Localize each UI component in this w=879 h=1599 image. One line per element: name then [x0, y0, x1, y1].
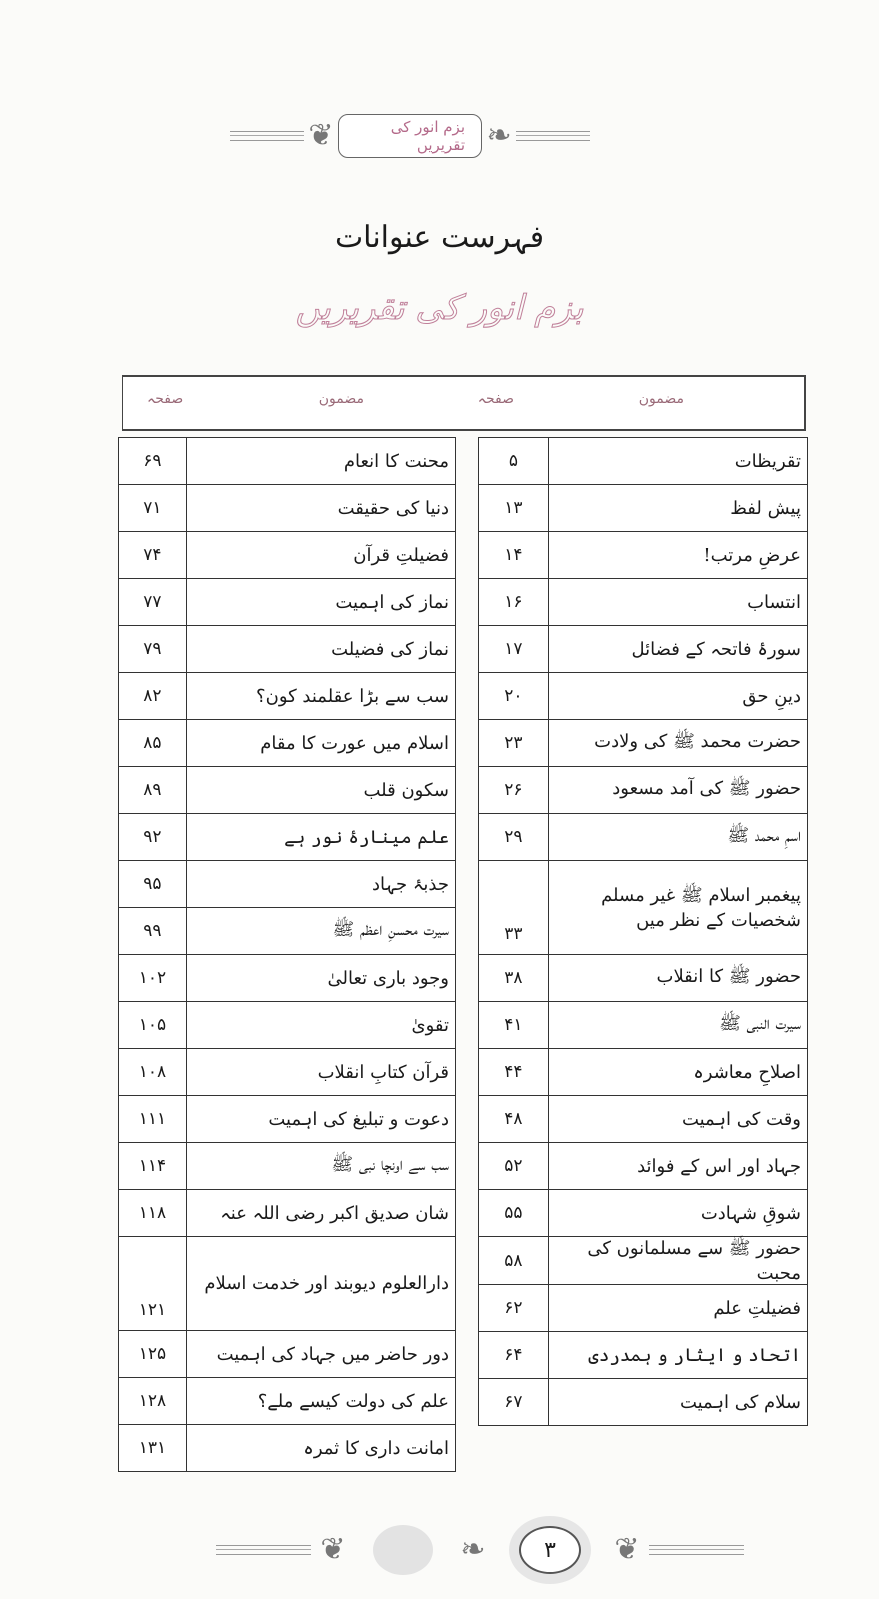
table-row — [479, 861, 808, 955]
entry-title: جذبۂ جہاد — [186, 861, 455, 908]
entry-title: سیرت محسنِ اعظم ﷺ — [186, 908, 455, 955]
table-row — [479, 485, 808, 532]
table-row — [119, 1237, 456, 1331]
entry-title: محنت کا انعام — [186, 438, 455, 485]
entry-title: علم مینارۂ نور ہے — [186, 814, 455, 861]
entry-page-number: ۱۱۴ — [119, 1143, 187, 1190]
entry-title: سکون قلب — [186, 767, 455, 814]
entry-page-number: ۶۲ — [479, 1285, 549, 1332]
entry-title: قرآن کتابِ انقلاب — [186, 1049, 455, 1096]
header-ornament — [230, 108, 590, 164]
table-row — [479, 1285, 808, 1332]
table-row — [479, 1049, 808, 1096]
table-row — [479, 767, 808, 814]
entry-title: سلام کی اہمیت — [548, 1379, 807, 1426]
entry-title: انتساب — [548, 579, 807, 626]
entry-title: علم کی دولت کیسے ملے؟ — [186, 1378, 455, 1425]
entry-page-number: ۱۳۱ — [119, 1425, 187, 1472]
entry-title: وقت کی اہمیت — [548, 1096, 807, 1143]
entry-page-number: ۴۱ — [479, 1002, 549, 1049]
entry-title: حضور ﷺ کی آمد مسعود — [548, 767, 807, 814]
header-right-page: صفحہ — [477, 391, 514, 407]
entry-title: سیرت النبی ﷺ — [548, 1002, 807, 1049]
header-right-subject: مضمون — [638, 391, 684, 407]
scroll-flourish-icon: ❦ — [320, 1532, 346, 1567]
entry-page-number: ۱۶ — [479, 579, 549, 626]
table-row — [119, 861, 456, 908]
header-left-page: صفحہ — [147, 391, 184, 407]
table-row — [119, 1378, 456, 1425]
entry-page-number: ۷۹ — [119, 626, 187, 673]
contents-table-right — [478, 437, 808, 1426]
entry-title: امانت داری کا ثمرہ — [186, 1425, 455, 1472]
entry-title: سب سے بڑا عقلمند کون؟ — [186, 673, 455, 720]
entry-title: دور حاضر میں جہاد کی اہمیت — [186, 1331, 455, 1378]
entry-page-number: ۸۲ — [119, 673, 187, 720]
entry-title: حضرت محمد ﷺ کی ولادت — [548, 720, 807, 767]
entry-page-number: ۱۲۱ — [119, 1237, 187, 1331]
table-row — [479, 1379, 808, 1426]
scroll-flourish-icon: ❧ — [486, 118, 512, 153]
ornament-rule-left — [216, 1545, 311, 1555]
table-row — [479, 1096, 808, 1143]
entry-page-number: ۱۱۸ — [119, 1190, 187, 1237]
entry-title: پیغمبر اسلام ﷺ غیر مسلم شخصیات کے نظر میں — [548, 861, 807, 955]
table-row — [119, 673, 456, 720]
entry-title: سب سے اونچا نبی ﷺ — [186, 1143, 455, 1190]
entry-title: دینِ حق — [548, 673, 807, 720]
entry-page-number: ۱۱۱ — [119, 1096, 187, 1143]
table-row — [479, 1190, 808, 1237]
entry-title: تقریظات — [548, 438, 807, 485]
ornament-rule-left — [230, 131, 304, 141]
table-row — [479, 1143, 808, 1190]
entry-page-number: ۱۴ — [479, 532, 549, 579]
entry-page-number: ۲۳ — [479, 720, 549, 767]
table-row — [119, 1002, 456, 1049]
entry-page-number: ۲۹ — [479, 814, 549, 861]
entry-page-number: ۱۳ — [479, 485, 549, 532]
entry-page-number: ۵۵ — [479, 1190, 549, 1237]
page-number: ۳ — [519, 1526, 581, 1574]
table-row — [119, 814, 456, 861]
book-subtitle: بزم انور کی تقریریں — [295, 288, 584, 328]
entry-page-number: ۱۲۸ — [119, 1378, 187, 1425]
ornament-rule-right — [516, 131, 590, 141]
table-row — [119, 1190, 456, 1237]
table-row — [479, 626, 808, 673]
entry-title: جہاد اور اس کے فوائد — [548, 1143, 807, 1190]
entry-title: فضیلتِ علم — [548, 1285, 807, 1332]
entry-title: حضور ﷺ سے مسلمانوں کی محبت — [548, 1237, 807, 1285]
entry-page-number: ۵۸ — [479, 1237, 549, 1285]
entry-page-number: ۶۹ — [119, 438, 187, 485]
entry-page-number: ۱۷ — [479, 626, 549, 673]
scroll-flourish-icon: ❦ — [614, 1532, 640, 1567]
entry-page-number: ۹۹ — [119, 908, 187, 955]
entry-title: نماز کی اہمیت — [186, 579, 455, 626]
table-row — [119, 955, 456, 1002]
entry-page-number: ۷۱ — [119, 485, 187, 532]
entry-page-number: ۹۲ — [119, 814, 187, 861]
table-row — [479, 1002, 808, 1049]
entry-page-number: ۶۷ — [479, 1379, 549, 1426]
entry-title: اصلاحِ معاشرہ — [548, 1049, 807, 1096]
table-row — [479, 720, 808, 767]
entry-page-number: ۸۵ — [119, 720, 187, 767]
entry-page-number: ۹۵ — [119, 861, 187, 908]
table-row — [119, 579, 456, 626]
table-row — [119, 1096, 456, 1143]
footer-ornament — [200, 1515, 760, 1585]
table-row — [479, 532, 808, 579]
table-row — [479, 955, 808, 1002]
contents-table-left — [118, 437, 456, 1472]
entry-page-number: ۱۰۸ — [119, 1049, 187, 1096]
scroll-flourish-icon: ❦ — [308, 118, 334, 153]
entry-title: شان صدیق اکبر رضی اللہ عنہ — [186, 1190, 455, 1237]
entry-page-number: ۱۲۵ — [119, 1331, 187, 1378]
entry-title: تقویٰ — [186, 1002, 455, 1049]
table-row — [119, 720, 456, 767]
entry-title: دنیا کی حقیقت — [186, 485, 455, 532]
table-row — [119, 1425, 456, 1472]
footer-emblem — [373, 1525, 433, 1575]
entry-title: دارالعلوم دیوبند اور خدمت اسلام — [186, 1237, 455, 1331]
table-row — [119, 485, 456, 532]
entry-page-number: ۶۴ — [479, 1332, 549, 1379]
entry-page-number: ۸۹ — [119, 767, 187, 814]
entry-page-number: ۵ — [479, 438, 549, 485]
entry-page-number: ۱۰۵ — [119, 1002, 187, 1049]
entry-title: پیش لفظ — [548, 485, 807, 532]
entry-title: اسمِ محمد ﷺ — [548, 814, 807, 861]
table-row — [479, 1332, 808, 1379]
table-row — [479, 814, 808, 861]
running-title: بزم انور کی تقریریں — [338, 114, 482, 158]
entry-title: شوقِ شہادت — [548, 1190, 807, 1237]
entry-title: حضور ﷺ کا انقلاب — [548, 955, 807, 1002]
table-row — [119, 532, 456, 579]
table-row — [119, 767, 456, 814]
table-row — [479, 1237, 808, 1285]
page-title: فہرست عنوانات — [334, 220, 545, 255]
table-row — [479, 579, 808, 626]
entry-page-number: ۵۲ — [479, 1143, 549, 1190]
table-header — [122, 375, 806, 431]
entry-page-number: ۷۷ — [119, 579, 187, 626]
ornament-rule-right — [649, 1545, 744, 1555]
entry-title: سورۂ فاتحہ کے فضائل — [548, 626, 807, 673]
table-row — [119, 1049, 456, 1096]
table-row — [479, 438, 808, 485]
entry-page-number: ۱۰۲ — [119, 955, 187, 1002]
entry-page-number: ۴۴ — [479, 1049, 549, 1096]
entry-page-number: ۳۸ — [479, 955, 549, 1002]
entry-title: دعوت و تبلیغ کی اہمیت — [186, 1096, 455, 1143]
entry-title: اتحاد و ایثار و ہمدردی — [548, 1332, 807, 1379]
entry-title: فضیلتِ قرآن — [186, 532, 455, 579]
entry-page-number: ۴۸ — [479, 1096, 549, 1143]
table-row — [119, 908, 456, 955]
header-left-subject: مضمون — [318, 391, 364, 407]
entry-title: وجود باری تعالیٰ — [186, 955, 455, 1002]
scroll-flourish-icon: ❧ — [460, 1532, 486, 1567]
entry-page-number: ۷۴ — [119, 532, 187, 579]
entry-page-number: ۲۶ — [479, 767, 549, 814]
table-row — [119, 626, 456, 673]
entry-title: نماز کی فضیلت — [186, 626, 455, 673]
entry-title: اسلام میں عورت کا مقام — [186, 720, 455, 767]
table-row — [119, 1143, 456, 1190]
table-row — [119, 438, 456, 485]
entry-title: عرضِ مرتب! — [548, 532, 807, 579]
table-row — [479, 673, 808, 720]
table-row — [119, 1331, 456, 1378]
entry-page-number: ۳۳ — [479, 861, 549, 955]
entry-page-number: ۲۰ — [479, 673, 549, 720]
